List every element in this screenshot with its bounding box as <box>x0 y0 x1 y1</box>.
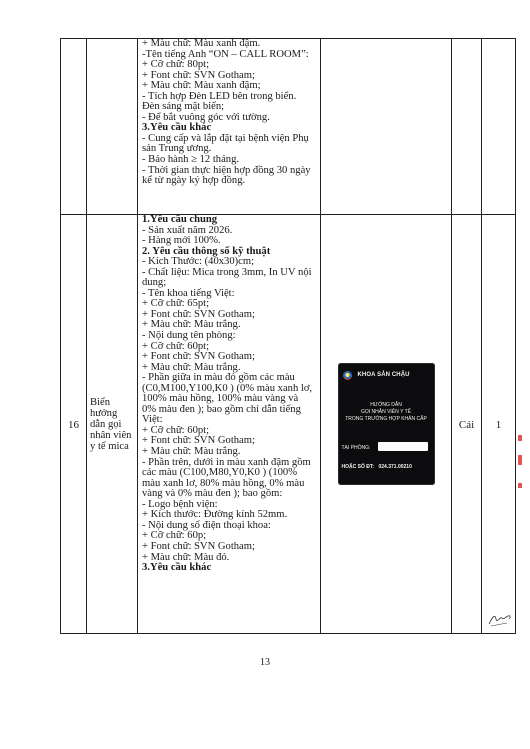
spec-line: - Tích hợp Đèn LED bên trong biển. <box>142 90 297 102</box>
spec-line: + Cỡ chữ: 60pt; <box>142 340 210 352</box>
spec-line: 3.Yêu cầu khác <box>142 122 212 134</box>
unit-cell-empty <box>452 39 482 215</box>
hospital-logo-icon <box>343 371 352 380</box>
spec-line: + Màu chữ: Màu trắng. <box>142 361 241 373</box>
unit-value: Cái <box>458 419 475 431</box>
spec-line: + Font chữ: SVN Gotham; <box>142 540 255 552</box>
spec-line: + Cỡ chữ: 60pt; <box>142 424 210 436</box>
item-name-cell <box>87 215 138 634</box>
spec-line: dung; <box>142 277 167 289</box>
sign-call-label: TẠI PHÒNG: <box>341 445 371 451</box>
spec-cell <box>138 39 321 215</box>
spec-lines <box>142 39 317 187</box>
sign-room-box <box>378 442 428 451</box>
spec-line: các màu (C100,M80,Y0,K0 ) (100% <box>142 467 298 479</box>
item-name-line: dẫn gọi <box>90 418 122 430</box>
spec-line: 100% màu hồng, 100% màu vàng và <box>142 393 299 405</box>
sign-title-line: HƯỚNG DẪN <box>370 402 402 408</box>
spec-line: 3.Yêu cầu khác <box>142 562 212 574</box>
name-cell-empty <box>87 39 138 215</box>
spec-line: - Logo bệnh viện: <box>142 498 218 510</box>
spec-line: - Cung cấp và lắp đặt tại bệnh viện Phụ <box>142 132 309 144</box>
spec-line: màu xanh lơ, 80% màu hồng, 0% màu <box>142 477 305 489</box>
spec-line: + Kích thước: Đường kính 52mm. <box>142 509 288 521</box>
spec-cell <box>138 215 321 634</box>
specification-table <box>60 38 516 634</box>
sign-preview-image <box>338 363 435 485</box>
spec-line: sản Trung ương. <box>142 143 212 155</box>
spec-line: - Để bắt vuông góc với tường. <box>142 111 270 123</box>
sign-department: KHOA SẢN CHẬU <box>357 372 410 378</box>
page-number: 13 <box>260 657 270 668</box>
spec-line: + Màu chữ: Màu xanh đậm. <box>142 38 261 49</box>
spec-line: - Nội dung số điện thoại khoa: <box>142 519 271 531</box>
item-name-line: y tế mica <box>90 440 129 452</box>
spec-line: + Màu chữ: Màu trắng. <box>142 319 241 331</box>
stt-cell <box>61 215 87 634</box>
qty-cell-empty <box>482 39 516 215</box>
spec-line: Đèn sáng mặt biển; <box>142 101 225 113</box>
spec-line: + Cỡ chữ: 80pt; <box>142 59 210 71</box>
spec-line: + Font chữ: SVN Gotham; <box>142 351 255 363</box>
spec-lines <box>142 215 317 574</box>
handwritten-signature <box>487 610 513 628</box>
unit-cell <box>452 215 482 634</box>
table-row-16 <box>61 215 516 634</box>
spec-line: + Màu chữ: Màu trắng. <box>142 446 241 458</box>
spec-line: + Cỡ chữ: 60p; <box>142 530 207 542</box>
spec-line: (C0,M100,Y100,K0 ) (0% màu xanh lơ, <box>142 382 313 394</box>
item-name-line: nhân viên <box>90 429 132 441</box>
sign-phone-label: HOẶC SỐ ĐT: <box>341 464 374 470</box>
stt-cell-empty <box>61 39 87 215</box>
spec-line: vàng và 0% màu đen ); bao gồm: <box>142 488 283 500</box>
spec-line: + Màu chữ: Màu đỏ. <box>142 551 230 563</box>
sign-title-line: TRONG TRƯỜNG HỢP KHẨN CẤP <box>345 416 427 422</box>
item-name <box>87 397 137 452</box>
sign-title-line: GỌI NHÂN VIÊN Y TẾ <box>360 409 411 415</box>
spec-line: - Sản xuất năm 2026. <box>142 224 233 236</box>
spec-line: - Phần giữa in màu đỏ gồm các màu <box>142 372 295 384</box>
spec-line: - Thời gian thực hiện hợp đồng 30 ngày <box>142 164 311 176</box>
margin-stamp-mark <box>518 483 522 488</box>
spec-line: - Kích Thước: (40x30)cm; <box>142 256 255 268</box>
quantity-value: 1 <box>495 419 502 431</box>
spec-line: - Chất liệu: Mica trong 3mm, In UV nội <box>142 266 312 278</box>
spec-line: + Font chữ: SVN Gotham; <box>142 69 255 81</box>
spec-line: + Cỡ chữ: 65pt; <box>142 298 210 310</box>
row-number: 16 <box>68 419 79 431</box>
spec-line: 1.Yêu cầu chung <box>142 214 218 225</box>
image-cell <box>321 215 452 634</box>
margin-stamp-mark <box>518 435 522 441</box>
spec-line: Việt: <box>142 414 163 426</box>
item-name-line: hướng <box>90 407 118 419</box>
spec-line: + Màu chữ: Màu xanh đậm; <box>142 80 261 92</box>
spec-line: + Font chữ: SVN Gotham; <box>142 308 255 320</box>
spec-line: + Font chữ: SVN Gotham; <box>142 435 255 447</box>
spec-line: - Bảo hành ≥ 12 tháng. <box>142 154 240 166</box>
image-cell-empty <box>321 39 452 215</box>
sign-phone-number: 024.371.00210 <box>378 464 412 470</box>
spec-line: - Hàng mới 100%. <box>142 235 221 247</box>
spec-line: kể từ ngày ký hợp đồng. <box>142 175 246 187</box>
quantity-cell <box>482 215 516 634</box>
spec-line: 2. Yêu cầu thông số kỹ thuật <box>142 245 271 257</box>
spec-line: - Phần trên, dưới in màu xanh đậm gồm <box>142 456 311 468</box>
spec-line: 0% màu đen ); bao gồm chỉ dẫn tiếng <box>142 403 301 415</box>
sign-title <box>338 402 435 423</box>
spec-line: - Tên khoa tiếng Việt: <box>142 287 235 299</box>
item-name-line: Biển <box>90 396 111 408</box>
spec-line: - Nội dung tên phòng: <box>142 330 236 342</box>
spec-line: -Tên tiếng Anh “ON – CALL ROOM”: <box>142 48 309 60</box>
table-row-continued <box>61 39 516 215</box>
margin-stamp-mark <box>518 455 522 465</box>
